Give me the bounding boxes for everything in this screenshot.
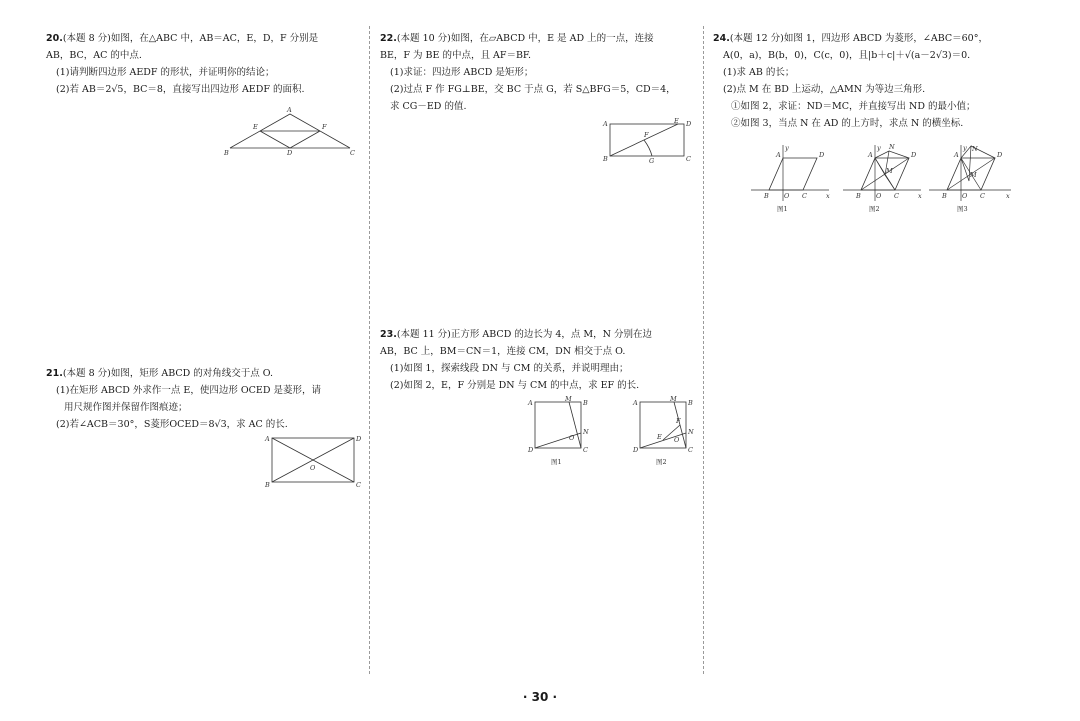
question-part-2: (2)若∠ACB＝30°，S菱形OCED＝8√3，求 AC 的长. — [56, 419, 288, 430]
point-label: D — [686, 120, 692, 128]
point-label: N — [889, 143, 895, 151]
question-part-2-ii: ②如图 3，当点 N 在 AD 的上方时，求点 N 的横坐标. — [731, 118, 964, 129]
point-label: O — [784, 192, 790, 200]
column-left — [46, 30, 364, 680]
triangle-figure — [222, 104, 362, 156]
question-part-2: (2)过点 F 作 FG⊥BE，交 BC 于点 G，若 S△BFG＝5，CD＝4， — [390, 84, 676, 95]
point-label: D — [911, 151, 917, 159]
point-label: C — [980, 192, 985, 200]
axis-label: y — [877, 144, 881, 152]
question-number: 23. — [380, 329, 397, 340]
column-right — [713, 30, 1043, 680]
question-text: (本题 12 分)如图 1，四边形 ABCD 为菱形，∠ABC＝60°， — [729, 33, 988, 44]
point-label: F — [644, 131, 649, 139]
question-24 — [713, 30, 1043, 132]
question-part-1: (1)求证：四边形 ABCD 是矩形； — [390, 67, 534, 78]
point-label: B — [224, 149, 229, 156]
point-label: M — [670, 396, 677, 403]
rhombus-figure-2 — [839, 143, 925, 215]
point-label: N — [688, 428, 694, 436]
point-label: C — [894, 192, 899, 200]
column-middle — [380, 30, 698, 680]
page-number: · 30 · — [522, 690, 558, 704]
point-label: C — [350, 149, 355, 156]
point-label: M — [970, 171, 977, 179]
point-label: B — [583, 399, 588, 407]
point-label: A — [528, 399, 533, 407]
axis-label: x — [826, 192, 830, 200]
parallelogram-figure — [602, 118, 698, 164]
point-label: D — [356, 435, 362, 443]
point-label: M — [565, 396, 572, 403]
question-21 — [46, 365, 364, 433]
point-label: E — [253, 123, 258, 131]
point-label: O — [962, 192, 968, 200]
point-label: B — [603, 155, 608, 163]
point-label: D — [633, 446, 639, 454]
question-text: AB，BC，AC 的中点. — [46, 50, 142, 61]
question-part-1: (1)在矩形 ABCD 外求作一点 E，使四边形 OCED 是菱形，请 — [56, 385, 322, 396]
rhombus-figure-1 — [747, 143, 833, 215]
point-label: A — [265, 435, 270, 443]
point-label: O — [876, 192, 882, 200]
question-part-1: (1)如图 1，探索线段 DN 与 CM 的关系，并说明理由； — [390, 363, 629, 374]
axis-label: x — [1006, 192, 1010, 200]
point-label: O — [569, 434, 575, 442]
question-part-2: (2)若 AB＝2√5，BC＝8，直接写出四边形 AEDF 的面积. — [56, 84, 305, 95]
question-text: AB，BC 上，BM＝CN＝1，连接 CM，DN 相交于点 O. — [380, 346, 626, 357]
point-label: C — [583, 446, 588, 454]
question-23 — [380, 326, 698, 394]
point-label: O — [674, 436, 680, 444]
question-part-2: (2)如图 2，E，F 分别是 DN 与 CM 的中点，求 EF 的长. — [390, 380, 640, 391]
figure-caption: 图2 — [869, 205, 880, 213]
figure-caption: 图2 — [656, 458, 667, 466]
point-label: A — [603, 120, 608, 128]
question-part-1-cont: 用尺规作图并保留作图痕迹； — [64, 402, 188, 413]
question-text: A(0，a)，B(b，0)，C(c，0)，且|b＋c|＋√(a－2√3)＝0. — [723, 50, 971, 61]
point-label: D — [819, 151, 825, 159]
question-number: 20. — [46, 33, 63, 44]
question-part-1: (1)求 AB 的长； — [723, 67, 795, 78]
point-label: B — [856, 192, 861, 200]
point-label: C — [686, 155, 691, 163]
point-label: D — [997, 151, 1003, 159]
point-label: M — [886, 167, 893, 175]
column-divider — [703, 26, 704, 674]
point-label: D — [528, 446, 534, 454]
point-label: F — [676, 417, 681, 425]
question-number: 22. — [380, 33, 397, 44]
square-figure-2 — [628, 396, 698, 468]
question-number: 21. — [46, 368, 63, 379]
figure-caption: 图3 — [957, 205, 968, 213]
point-label: A — [954, 151, 959, 159]
question-20 — [46, 30, 364, 98]
question-text: (本题 8 分)如图，矩形 ABCD 的对角线交于点 O. — [62, 368, 274, 379]
point-label: C — [356, 481, 361, 489]
question-part-2: (2)点 M 在 BD 上运动，△AMN 为等边三角形. — [723, 84, 926, 95]
point-label: N — [972, 145, 978, 153]
question-part-2-cont: 求 CG－ED 的值. — [390, 101, 467, 112]
point-label: O — [310, 464, 316, 472]
point-label: E — [657, 433, 662, 441]
point-label: B — [764, 192, 769, 200]
point-label: A — [776, 151, 781, 159]
point-label: B — [265, 481, 270, 489]
figure-caption: 图1 — [551, 458, 562, 466]
question-text: BE，F 为 BE 的中点，且 AF＝BF. — [380, 50, 532, 61]
column-divider — [369, 26, 370, 674]
axis-label: y — [963, 144, 967, 152]
rhombus-figure-3 — [925, 143, 1015, 215]
question-text: (本题 8 分)如图，在△ABC 中，AB＝AC，E，D，F 分别是 — [62, 33, 319, 44]
question-part-2-i: ①如图 2，求证：ND＝MC，并直接写出 ND 的最小值； — [731, 101, 976, 112]
point-label: C — [688, 446, 693, 454]
point-label: B — [688, 399, 693, 407]
figure-caption: 图1 — [777, 205, 788, 213]
square-figure-1 — [525, 396, 591, 468]
question-22 — [380, 30, 698, 115]
point-label: F — [322, 123, 327, 131]
question-number: 24. — [713, 33, 730, 44]
point-label: G — [649, 157, 655, 164]
axis-label: x — [918, 192, 922, 200]
point-label: N — [583, 428, 589, 436]
point-label: E — [674, 118, 679, 125]
point-label: A — [633, 399, 638, 407]
axis-label: y — [785, 144, 789, 152]
rectangle-figure — [264, 432, 364, 490]
point-label: C — [802, 192, 807, 200]
point-label: D — [287, 149, 293, 156]
point-label: A — [868, 151, 873, 159]
question-part-1: (1)请判断四边形 AEDF 的形状，并证明你的结论； — [56, 67, 275, 78]
point-label: B — [942, 192, 947, 200]
point-label: A — [287, 106, 292, 114]
question-text: (本题 10 分)如图，在▱ABCD 中，E 是 AD 上的一点，连接 — [396, 33, 654, 44]
question-text: (本题 11 分)正方形 ABCD 的边长为 4，点 M，N 分别在边 — [396, 329, 652, 340]
